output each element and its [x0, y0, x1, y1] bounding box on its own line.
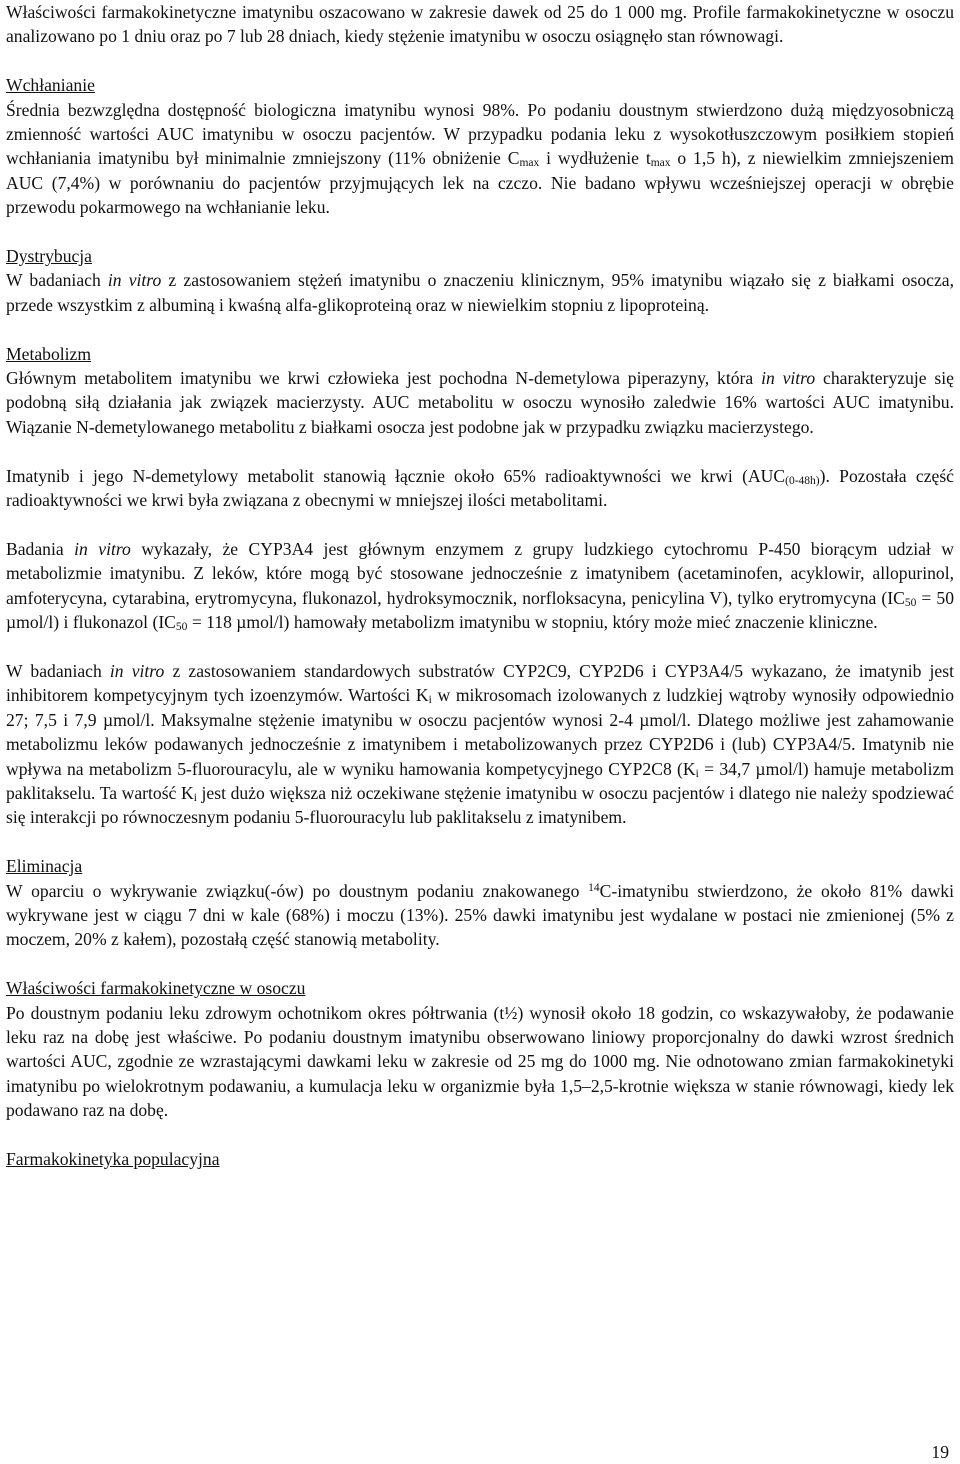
intro-paragraph: Właściwości farmakokinetyczne imatynibu oszacowano w zakresie dawek od 25 do 1 000 mg. Profile farmakokinetyczne w osoczu analizowano po 1 dniu oraz po 7 lub 28 dniach, kiedy stężenie imatynibu w osoczu osiągnęło stan równowagi. [6, 2, 954, 47]
plasma-pk-paragraph: Po doustnym podaniu leku zdrowym ochotnikom okres półtrwania (t½) wynosił około 18 godzin, co wskazywałoby, że podawanie leku raz na dobę jest właściwe. Po podaniu doustnym imatynibu obserwowano liniowy proporcjonalny do dawki wzrost średnich wartości AUC, zgodnie ze wzrastającymi dawkami leku w zakresie od 25 mg do 1000 mg. Nie odnotowano zmian farmakokinetyki imatynibu po wielokrotnym podawaniu, a kumulacja leku w organizmie była 1,5–2,5-krotnie większa w stanie równowagi, kiedy lek podawano raz na dobę. [6, 1002, 954, 1121]
distribution-paragraph: W badaniach in vitro z zastosowaniem stężeń imatynibu o znaczeniu klinicznym, 95% imatynibu wiązało się z białkami osocza, przede wszystkim z albuminą i kwaśną alfa-glikoproteiną oraz w niewielkim stopniu z lipoproteiną. [6, 270, 954, 315]
metabolism-paragraph-3: Badania in vitro wykazały, że CYP3A4 jest głównym enzymem z grupy ludzkiego cytochromu P-450 biorącym udział w metabolizmie imatynibu. Z leków, które mogą być stosowane jednocześnie z imatynibem (acetaminofen, acyklowir, allopurinol, amfoterycyna, cytarabina, erytromycyna, flukonazol, hydroksymocznik, norfloksacyna, penicylina V), tylko erytromycyna ($IC_{50} = 50$ µmol/l) i flukonazol ($IC_{50} = 118$ µmol/l) hamowały metabolizm imatynibu w stopniu, który może mieć znaczenie kliniczne. [6, 538, 954, 634]
elimination-paragraph: W oparciu o wykrywanie związku(-ów) po doustnym podaniu znakowanego $^{14}$C-imatynibu stwierdzono, że około 81% dawki wykrywane jest w ciągu 7 dni w kale (68%) i moczu (13%). 25% dawki imatynibu jest wydalane w postaci nie zmienionej (5% z moczem, 20% z kałem), pozostałą część stanowią metabolity. [6, 880, 954, 950]
metabolism-heading: Metabolizm [6, 343, 92, 364]
absorption-heading: Wchłanianie [6, 75, 95, 96]
elimination-heading: Eliminacja [6, 856, 83, 877]
page-number: 19 [931, 1442, 949, 1462]
plasma-pk-heading: Właściwości farmakokinetyczne w osoczu [6, 978, 306, 999]
document-page [6, 0, 954, 1171]
absorption-paragraph: Średnia bezwzględna dostępność biologiczna imatynibu wynosi 98%. Po podaniu doustnym stwierdzono dużą międzyosobniczą zmienność wartości AUC imatynibu w osoczu pacjentów. W przypadku podania leku z wysokotłuszczowym posiłkiem stopień wchłaniania imatynibu był minimalnie zmniejszony (11% obniżenie $C_{max}$ i wydłużenie $t_{max}$ o 1,5 h), z niewielkim zmniejszeniem AUC (7,4%) w porównaniu do pacjentów przyjmujących lek na czczo. Nie badano wpływu wcześniejszej operacji w obrębie przewodu pokarmowego na wchłanianie leku. [6, 99, 954, 218]
population-pk-heading: Farmakokinetyka populacyjna [6, 1148, 220, 1169]
metabolism-paragraph-2: Imatynib i jego N-demetylowy metabolit stanowią łącznie około 65% radioaktywności we krwi $(AUC_{(0-48h)})$. Pozostała część radioaktywności we krwi była związana z obecnymi w mniejszej ilości metabolitami. [6, 465, 954, 511]
distribution-heading: Dystrybucja [6, 246, 92, 267]
metabolism-paragraph-4: W badaniach in vitro z zastosowaniem standardowych substratów CYP2C9, CYP2D6 i CYP3A4/5 wykazano, że imatynib jest inhibitorem kompetycyjnym tych izoenzymów. Wartości $K_i$ w mikrosomach izolowanych z ludzkiej wątroby wynosiły odpowiednio 27; 7,5 i 7,9 µmol/l. Maksymalne stężenie imatynibu w osoczu pacjentów wynosi 2-4 µmol/l. Dlatego możliwe jest zahamowanie metabolizmu leków podawanych jednocześnie z imatynibem i metabolizowanych przez CYP2D6 i (lub) CYP3A4/5. Imatynib nie wpływa na metabolizm 5-fluorouracylu, ale w wyniku hamowania kompetycyjnego CYP2C8 ($K_i = 34,7$ µmol/l) hamuje metabolizm paklitakselu. Ta wartość $K_i$ jest dużo większa niż oczekiwane stężenie imatynibu w osoczu pacjentów i dlatego nie należy spodziewać się interakcji po równoczesnym podaniu 5-fluorouracylu lub paklitakselu z imatynibem. [6, 660, 955, 828]
metabolism-paragraph-1: Głównym metabolitem imatynibu we krwi człowieka jest pochodna N-demetylowa piperazyny, która in vitro charakteryzuje się podobną siłą działania jak związek macierzysty. AUC metabolitu w osoczu wynosiło zaledwie 16% wartości AUC imatynibu. Wiązanie N-demetylowanego metabolitu z białkami osocza jest podobne jak w przypadku związku macierzystego. [6, 368, 954, 437]
